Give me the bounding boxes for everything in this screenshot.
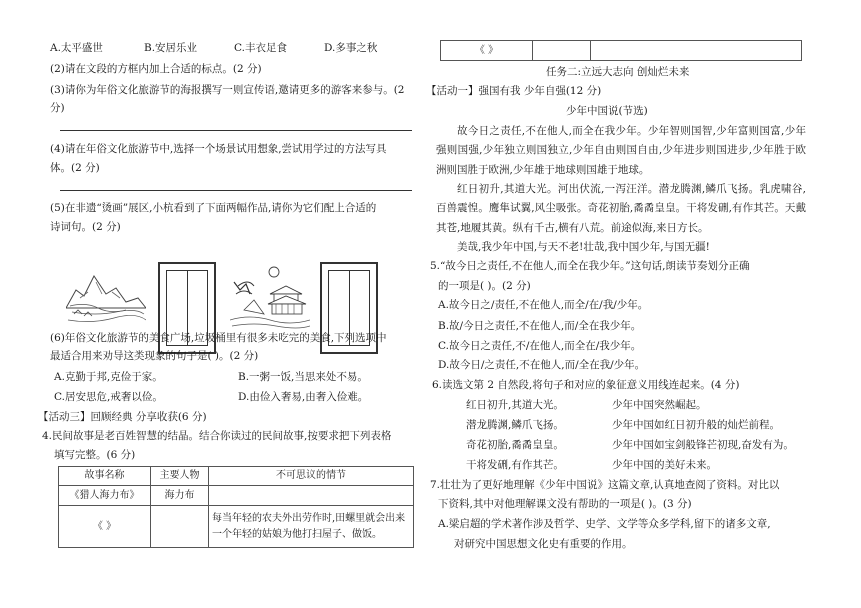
table-row	[441, 41, 802, 61]
table-row	[59, 486, 414, 506]
table-header: 主要人物	[151, 467, 209, 486]
q4b-text-line2: 填写完整。(6 分)	[54, 449, 136, 461]
painting-pavilion-icon	[230, 264, 310, 330]
q6-text-line2: 最适合用来劝导这类现象的句子是( )。(2 分)	[50, 350, 259, 362]
folk-story-table	[58, 466, 414, 548]
match-right-item[interactable]: 少年中国如红日初升般的灿烂前程。	[612, 419, 780, 431]
q7-option-a[interactable]: A.梁启超的学术著作涉及哲学、史学、文学等众多学科,留下的诸多文章,	[438, 518, 771, 530]
q6-option-a[interactable]: A.克勤于邦,克俭于家。	[54, 371, 163, 383]
q7-text-line2: 下资料,其中对他理解课文没有帮助的一项是( )。(3 分)	[438, 498, 692, 510]
match-left-item[interactable]: 奇花初胎,矞矞皇皇。	[466, 439, 564, 451]
q5-option-d[interactable]: D.故今日/之责任,不在他人,而/全在我/少年。	[438, 359, 646, 371]
q3-text-line1: (3)请你为年俗文化旅游节的海报撰写一则宣传语,邀请更多的游客来参与。(2	[50, 84, 405, 96]
q3-text-line2: 分)	[50, 102, 65, 114]
q5-text-line2: 的一项是( )。(2 分)	[438, 280, 531, 292]
table-cell: 每当年轻的农夫外出劳作时,田螺里就会出来一个年轻的姑娘为他打扫屋子、做饭。	[209, 506, 414, 548]
passage-paragraph-2: 红日初升,其道大光。河出伏流,一泻汪洋。潜龙腾渊,鳞爪飞扬。乳虎啸谷,百兽震惶。鹰隼试翼,风尘吸张。奇花初胎,矞矞皇皇。干将发硎,有作其芒。天戴其苍,地履其黄。纵有千古,横有八荒。前途似海,来日方长。	[436, 183, 806, 234]
table-cell-answer[interactable]	[591, 41, 802, 61]
q4-text-line2: 体。(2 分)	[50, 162, 100, 174]
q1-option-b[interactable]: B.安居乐业	[144, 42, 198, 54]
table-cell-answer[interactable]: 《 》	[441, 41, 533, 61]
passage-title: 少年中国说(节选)	[566, 105, 648, 117]
q1-option-a[interactable]: A.太平盛世	[50, 42, 103, 54]
q5-text-line2: 诗词句。(2 分)	[50, 221, 121, 233]
match-left-item[interactable]: 红日初升,其道大光。	[466, 399, 564, 411]
q2-text: (2)请在文段的方框内加上合适的标点。(2 分)	[50, 63, 262, 75]
q5-text-line1: (5)在非遗“烫画”展区,小杭看到了下面两幅作品,请你为它们配上合适的	[50, 202, 377, 214]
match-right-item[interactable]: 少年中国突然崛起。	[612, 399, 707, 411]
passage-paragraph-3: 美哉,我少年中国,与天不老!壮哉,我中国少年,与国无疆!	[457, 241, 710, 253]
painting-mountain-icon	[66, 268, 146, 326]
table-header: 不可思议的情节	[209, 467, 414, 486]
q6-text: 6.读选文第 2 自然段,将句子和对应的象征意义用线连起来。(4 分)	[432, 379, 740, 391]
q1-option-d[interactable]: D.多事之秋	[324, 42, 378, 54]
q7-option-a-cont: 对研究中国思想文化史有重要的作用。	[454, 538, 633, 550]
match-right-item[interactable]: 少年中国如宝剑般锋芒初现,奋发有为。	[612, 439, 794, 451]
q4b-text-line1: 4.民间故事是老百姓智慧的结晶。结合你读过的民间故事,按要求把下列表格	[42, 430, 392, 442]
table-cell-answer[interactable]	[533, 41, 591, 61]
q4-text-line1: (4)请在年俗文化旅游节中,选择一个场景试用想象,尝试用学过的方法写具	[50, 143, 387, 155]
q5-text-line1: 5.“故今日之责任,不在他人,而全在我少年。”这句话,朗读节奏划分正确	[430, 260, 750, 272]
q7-text-line1: 7.壮壮为了更好地理解《少年中国说》这篇文章,认真地查阅了资料。对比以	[430, 479, 780, 491]
table-header-row	[59, 467, 414, 486]
activity3-heading: 【活动三】回顾经典 分享收获(6 分)	[38, 411, 207, 423]
q6-option-c[interactable]: C.居安思危,戒奢以俭。	[54, 391, 163, 403]
table-cell: 海力布	[151, 486, 209, 506]
q4-answer-line[interactable]	[60, 190, 412, 191]
table-row	[59, 506, 414, 548]
q5-option-c[interactable]: C.故今日之责任,不/在他人,而全在/我少年。	[438, 340, 642, 352]
match-right-item[interactable]: 少年中国的美好未来。	[612, 459, 717, 471]
q6-option-b[interactable]: B.一粥一饭,当思来处不易。	[238, 371, 368, 383]
q6-text-line1: (6)年俗文化旅游节的美食广场,垃圾桶里有很多未吃完的美食,下列选项中	[50, 332, 387, 344]
continued-table	[440, 40, 802, 61]
activity1-heading: 【活动一】强国有我 少年自强(12 分)	[426, 85, 602, 97]
task2-heading: 任务二:立远大志向 创灿烂未来	[546, 66, 690, 78]
table-cell-answer[interactable]	[151, 506, 209, 548]
match-left-item[interactable]: 干将发硎,有作其芒。	[466, 459, 564, 471]
q3-answer-line[interactable]	[60, 130, 412, 131]
q6-option-d[interactable]: D.由俭入奢易,由奢入俭难。	[238, 391, 369, 403]
q5-option-a[interactable]: A.故今日之/责任,不在他人,而全/在/我/少年。	[438, 299, 649, 311]
q1-options	[50, 41, 422, 55]
match-left-item[interactable]: 潜龙腾渊,鳞爪飞扬。	[466, 419, 564, 431]
passage-paragraph-1: 故今日之责任,不在他人,而全在我少年。少年智则国智,少年富则国富,少年强则国强,少年独立则国独立,少年自由则国自由,少年进步则国进步,少年胜于欧洲则国胜于欧洲,少年雄于地球则国雄于地球。	[436, 125, 806, 176]
table-cell: 《猎人海力布》	[59, 486, 151, 506]
q5-option-b[interactable]: B.故/今日之责任,不在他人,而/全在我少年。	[438, 320, 642, 332]
table-header: 故事名称	[59, 467, 151, 486]
q1-option-c[interactable]: C.丰衣足食	[234, 42, 287, 54]
table-cell-answer[interactable]	[209, 486, 414, 506]
table-cell-answer[interactable]: 《 》	[59, 506, 151, 548]
